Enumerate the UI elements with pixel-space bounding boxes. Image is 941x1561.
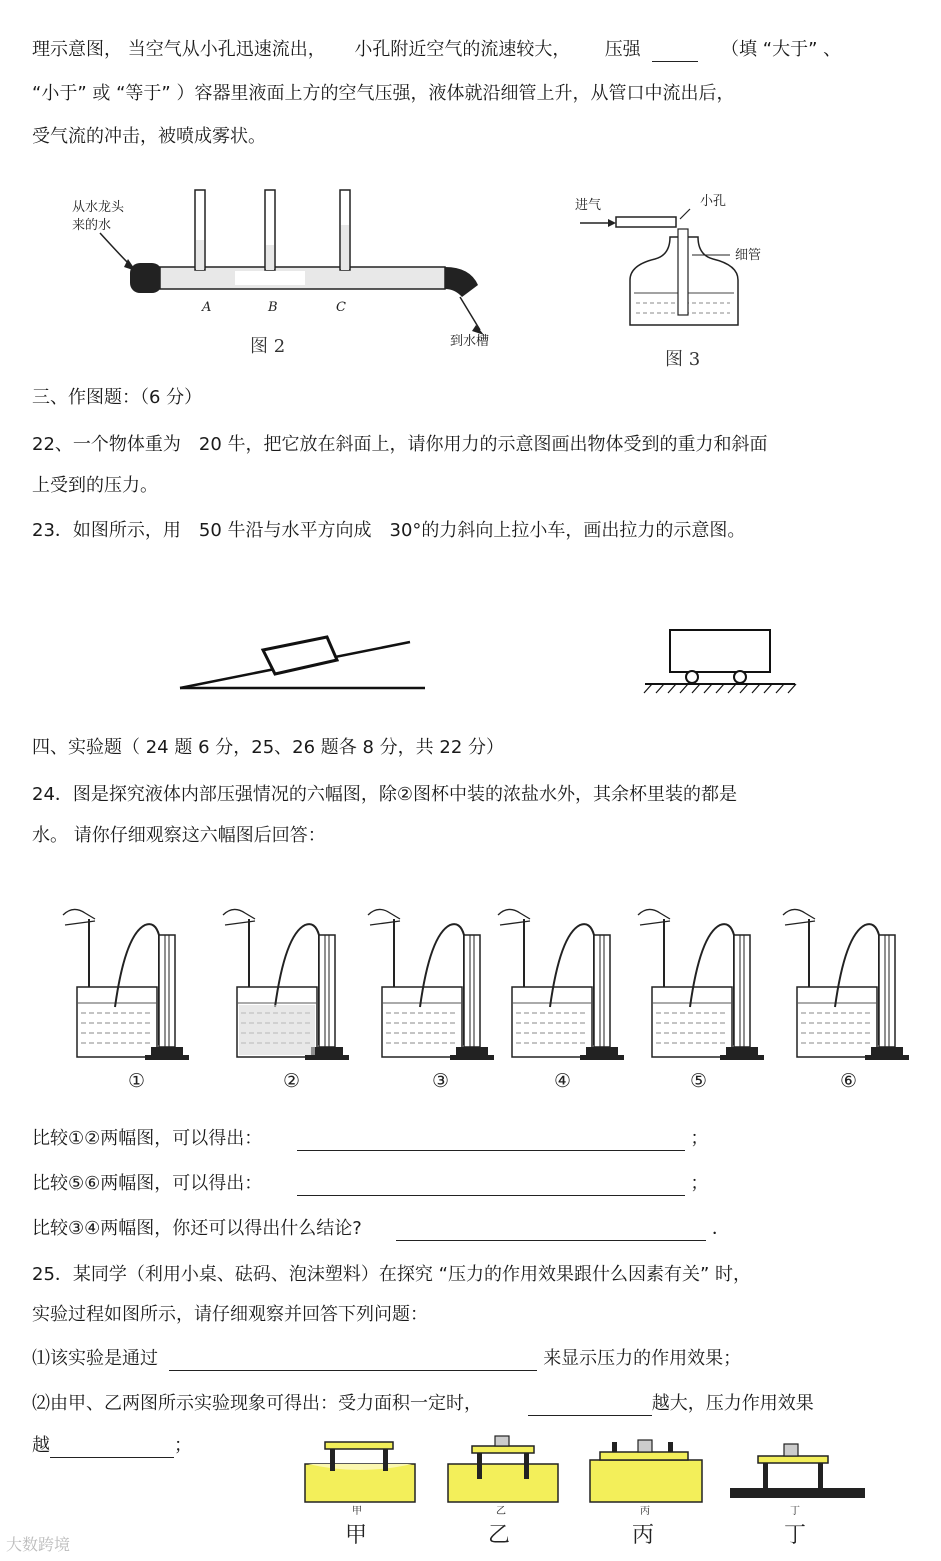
fig3-in-label: 进气 bbox=[575, 198, 602, 213]
answer-blank-cmp56[interactable] bbox=[297, 1175, 685, 1196]
fig2-source-label-2: 来的水 bbox=[72, 218, 112, 233]
fig-bing-sub: 丙 bbox=[640, 1506, 650, 1517]
compare-5-6: 比较⑤⑥两幅图，可以得出： ； bbox=[32, 1173, 709, 1194]
figure-bing bbox=[590, 1440, 702, 1502]
figure-yi bbox=[448, 1436, 558, 1502]
fig2-label-b: B bbox=[268, 300, 278, 315]
incline-figure bbox=[175, 620, 435, 695]
fig3-tube-label: 细管 bbox=[735, 248, 762, 263]
section4-title: 四、实验题（ 24 题 6 分，25、26 题各 8 分，共 22 分） bbox=[32, 737, 505, 758]
watermark: 大数跨境 bbox=[6, 1535, 71, 1554]
answer-blank-q25-2b[interactable] bbox=[50, 1437, 174, 1458]
q24-line-2: 水。 请你仔细观察这六幅图后回答： bbox=[32, 825, 326, 846]
fig-yi-sub: 乙 bbox=[496, 1506, 506, 1517]
figure-3-atomizer bbox=[570, 185, 800, 335]
beaker-label-4: ④ bbox=[554, 1070, 572, 1092]
fig3-hole-label: 小孔 bbox=[700, 194, 727, 209]
answer-blank-q25-2a[interactable] bbox=[528, 1395, 652, 1416]
fig3-caption: 图 3 bbox=[665, 349, 701, 370]
cart-figure bbox=[640, 625, 805, 695]
q24-line-1: 24．图是探究液体内部压强情况的六幅图，除②图杯中装的浓盐水外，其余杯里装的都是 bbox=[32, 784, 738, 805]
block-on-incline bbox=[263, 637, 337, 674]
answer-blank-pressure[interactable] bbox=[652, 41, 698, 62]
answer-blank-cmp12[interactable] bbox=[297, 1130, 685, 1151]
q25-part-1: ⑴该实验是通过 来显示压力的作用效果； bbox=[32, 1348, 742, 1369]
q22-line-1: 22、一个物体重为 20 牛，把它放在斜面上，请你用力的示意图画出物体受到的重力和斜面 bbox=[32, 434, 768, 455]
figure-jia bbox=[305, 1442, 415, 1502]
beaker-label-5: ⑤ bbox=[690, 1070, 708, 1092]
fig2-source-label-1: 从水龙头 bbox=[72, 200, 125, 215]
q25-line-2: 实验过程如图所示，请仔细观察并回答下列问题： bbox=[32, 1304, 428, 1325]
q25-part-2-cont: 越 ； bbox=[32, 1435, 192, 1456]
six-beakers-figure bbox=[55, 895, 915, 1100]
q21-line-2: “小于” 或 “等于” ）容器里液面上方的空气压强，液体就沿细管上升，从管口中流出后， bbox=[32, 83, 735, 104]
q22-line-2: 上受到的压力。 bbox=[32, 475, 158, 496]
figure-2-pipe bbox=[60, 185, 520, 365]
q25-part-2: ⑵由甲、乙两图所示实验现象可得出：受力面积一定时， 越大，压力作用效果 bbox=[32, 1393, 814, 1414]
compare-3-4: 比较③④两幅图，你还可以得出什么结论? ． bbox=[32, 1218, 730, 1239]
q25-line-1: 25．某同学（利用小桌、砝码、泡沫塑料）在探究 “压力的作用效果跟什么因素有关” 时， bbox=[32, 1264, 751, 1285]
fig-bing-label: 丙 bbox=[632, 1523, 655, 1548]
fig2-caption: 图 2 bbox=[250, 336, 286, 357]
section3-title: 三、作图题：（6 分） bbox=[32, 387, 203, 408]
fig-jia-label: 甲 bbox=[345, 1523, 368, 1548]
fig2-label-a: A bbox=[202, 300, 212, 315]
q23-text: 23．如图所示，用 50 牛沿与水平方向成 30°的力斜向上拉小车，画出拉力的示意图。 bbox=[32, 520, 746, 541]
fig2-out-label: 到水槽 bbox=[450, 334, 490, 349]
compare-1-2: 比较①②两幅图，可以得出： ； bbox=[32, 1128, 709, 1149]
figure-ding bbox=[730, 1444, 865, 1498]
sponge-table-figures bbox=[300, 1430, 880, 1561]
fig-jia-sub: 甲 bbox=[352, 1506, 362, 1517]
q21-line-3: 受气流的冲击，被喷成雾状。 bbox=[32, 126, 266, 147]
beaker-label-1: ① bbox=[128, 1070, 146, 1092]
fig-ding-sub: 丁 bbox=[790, 1506, 800, 1517]
fig-ding-label: 丁 bbox=[784, 1523, 807, 1548]
cart-body bbox=[670, 630, 770, 672]
answer-blank-cmp34[interactable] bbox=[396, 1220, 706, 1241]
beaker-label-6: ⑥ bbox=[840, 1070, 858, 1092]
beaker-label-3: ③ bbox=[432, 1070, 450, 1092]
answer-blank-q25-1[interactable] bbox=[169, 1350, 537, 1371]
fig-yi-label: 乙 bbox=[488, 1523, 511, 1548]
fig2-label-c: C bbox=[336, 300, 346, 315]
q21-line-1: 理示意图， 当空气从小孔迅速流出， 小孔附近空气的流速较大， 压强 （填 “大于” 、 bbox=[32, 39, 842, 60]
beaker-label-2: ② bbox=[283, 1070, 301, 1092]
